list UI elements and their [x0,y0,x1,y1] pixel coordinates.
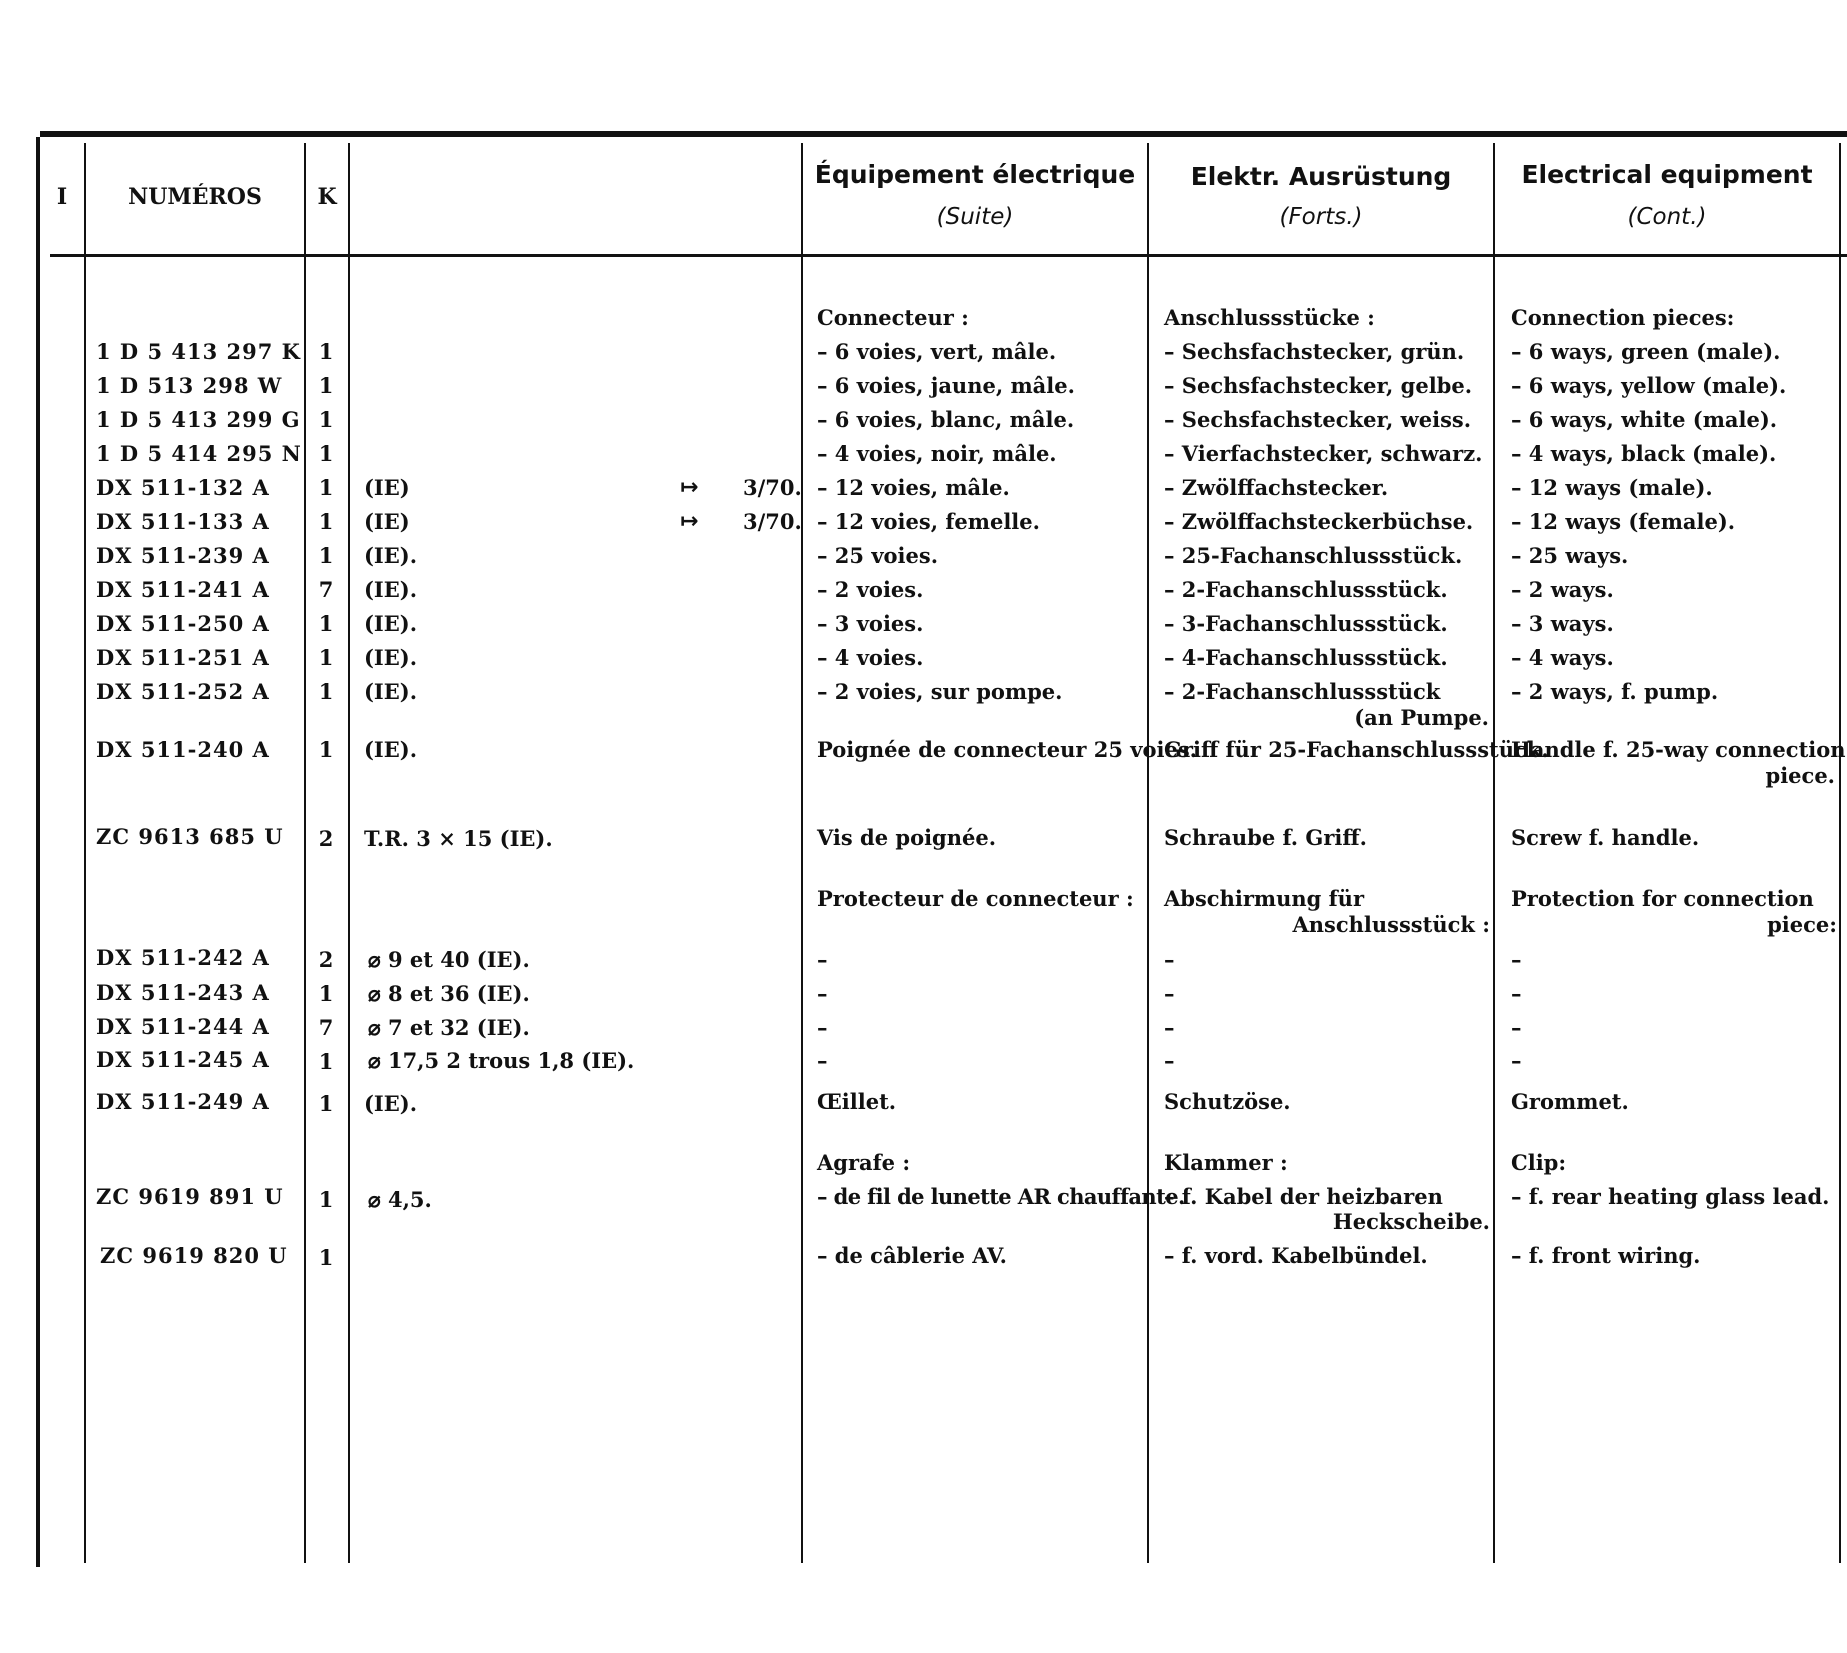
row-22-fr: – de câblerie AV. [817,1243,1007,1268]
row-14-en-cont: piece: [1767,912,1837,937]
row-15-desc: ⌀ 9 et 40 (IE). [368,947,530,972]
row-6-desc: (IE) [364,509,410,534]
row-13-k: 2 [318,826,334,851]
row-12-num: DX 511-240 A [96,737,270,762]
row-10-desc: (IE). [364,645,418,670]
row-19-en: Grommet. [1511,1089,1629,1114]
row-15-de: – [1164,947,1175,972]
row-3-num: 1 D 5 413 299 G [96,407,301,432]
row-15-num: DX 511-242 A [96,945,270,970]
row-17-k: 7 [318,1015,334,1040]
row-4-en: – 4 ways, black (male). [1511,441,1777,466]
col-rule-k [348,143,350,1563]
row-6-en: – 12 ways (female). [1511,509,1736,534]
row-6-ref: 3/70. [743,509,802,534]
row-12-fr: Poignée de connecteur 25 voies. [817,737,1197,762]
row-7-k: 1 [318,543,334,568]
row-13-desc: T.R. 3 × 15 (IE). [364,826,553,851]
row-16-desc: ⌀ 8 et 36 (IE). [368,981,530,1006]
row-21-num: ZC 9619 891 U [96,1184,284,1209]
row-15-en: – [1511,947,1522,972]
row-6-k: 1 [318,509,334,534]
row-2-en: – 6 ways, yellow (male). [1511,373,1787,398]
header-de-sub: (Forts.) [1279,204,1363,230]
row-19-num: DX 511-249 A [96,1089,270,1114]
row-10-en: – 4 ways. [1511,645,1614,670]
row-14-de-cont: Anschlussstück : [1292,912,1490,937]
row-7-en: – 25 ways. [1511,543,1629,568]
row-19-k: 1 [318,1091,334,1116]
row-7-desc: (IE). [364,543,418,568]
row-5-k: 1 [318,475,334,500]
row-9-desc: (IE). [364,611,418,636]
col-rule-left [36,137,40,1567]
row-19-fr: Œillet. [817,1089,897,1114]
row-11-num: DX 511-252 A [96,679,270,704]
row-13-num: ZC 9613 685 U [96,824,284,849]
row-22-k: 1 [318,1245,334,1270]
row-4-fr: – 4 voies, noir, mâle. [817,441,1057,466]
row-13-de: Schraube f. Griff. [1164,825,1367,850]
row-6-num: DX 511-133 A [96,509,270,534]
row-12-desc: (IE). [364,737,418,762]
row-12-k: 1 [318,737,334,762]
col-rule-de [1493,143,1495,1563]
table-top-rule [40,131,1847,137]
row-11-de: – 2-Fachanschlussstück [1164,679,1441,704]
header-fr-sub: (Suite) [936,204,1014,230]
row-16-en: – [1511,981,1522,1006]
row-3-fr: – 6 voies, blanc, mâle. [817,407,1075,432]
row-16-fr: – [817,981,828,1006]
row-9-en: – 3 ways. [1511,611,1614,636]
row-19-desc: (IE). [364,1091,418,1116]
row-8-k: 7 [318,577,334,602]
row-20-fr: Agrafe : [817,1150,911,1175]
header-fr-title: Équipement électrique [814,160,1136,189]
row-11-desc: (IE). [364,679,418,704]
row-2-de: – Sechsfachstecker, gelbe. [1164,373,1473,398]
row-5-fr: – 12 voies, mâle. [817,475,1010,500]
arrow-icon: ↦ [680,475,699,500]
row-11-en: – 2 ways, f. pump. [1511,679,1719,704]
row-1-num: 1 D 5 413 297 K [96,339,301,364]
row-10-fr: – 4 voies. [817,645,924,670]
row-9-num: DX 511-250 A [96,611,270,636]
row-21-desc: ⌀ 4,5. [368,1187,432,1212]
row-4-k: 1 [318,441,334,466]
row-0-en: Connection pieces: [1511,305,1735,330]
row-9-fr: – 3 voies. [817,611,924,636]
row-8-de: – 2-Fachanschlussstück. [1164,577,1448,602]
row-12-en: Handle f. 25-way connection [1511,737,1846,762]
row-21-fr: – de fil de lunette AR chauffante. [817,1184,1185,1209]
col-rule-fr [1147,143,1149,1563]
row-6-de: – Zwölffachsteckerbüchse. [1164,509,1474,534]
row-8-en: – 2 ways. [1511,577,1614,602]
row-18-desc: ⌀ 17,5 2 trous 1,8 (IE). [368,1048,635,1073]
row-5-de: – Zwölffachstecker. [1164,475,1389,500]
row-2-num: 1 D 513 298 W [96,373,283,398]
row-8-desc: (IE). [364,577,418,602]
row-17-fr: – [817,1015,828,1040]
row-22-num: ZC 9619 820 U [100,1243,288,1268]
row-16-num: DX 511-243 A [96,980,270,1005]
row-1-k: 1 [318,339,334,364]
row-22-en: – f. front wiring. [1511,1243,1701,1268]
row-21-de-cont: Heckscheibe. [1332,1209,1490,1234]
row-5-num: DX 511-132 A [96,475,270,500]
row-3-de: – Sechsfachstecker, weiss. [1164,407,1472,432]
header-bottom-rule [50,254,1847,257]
row-14-de: Abschirmung für [1164,886,1365,911]
row-9-de: – 3-Fachanschlussstück. [1164,611,1448,636]
row-0-fr: Connecteur : [817,305,969,330]
row-15-fr: – [817,947,828,972]
col-rule-desc [801,143,803,1563]
row-12-de: Griff für 25-Fachanschlussstück. [1164,737,1549,762]
row-18-num: DX 511-245 A [96,1047,270,1072]
row-11-fr: – 2 voies, sur pompe. [817,679,1063,704]
row-2-fr: – 6 voies, jaune, mâle. [817,373,1075,398]
row-12-en-cont: piece. [1765,763,1835,788]
header-col-i: I [56,184,68,210]
header-de-title: Elektr. Ausrüstung [1190,162,1452,191]
row-8-fr: – 2 voies. [817,577,924,602]
row-1-fr: – 6 voies, vert, mâle. [817,339,1057,364]
row-13-fr: Vis de poignée. [817,825,997,850]
row-5-desc: (IE) [364,475,410,500]
row-16-de: – [1164,981,1175,1006]
row-11-de-cont: (an Pumpe. [1354,705,1489,730]
row-13-en: Screw f. handle. [1511,825,1700,850]
row-16-k: 1 [318,981,334,1006]
row-6-fr: – 12 voies, femelle. [817,509,1040,534]
col-rule-i [84,143,86,1563]
row-2-k: 1 [318,373,334,398]
row-7-de: – 25-Fachanschlussstück. [1164,543,1463,568]
arrow-icon: ↦ [680,509,699,534]
row-22-de: – f. vord. Kabelbündel. [1164,1243,1428,1268]
row-4-num: 1 D 5 414 295 N [96,441,302,466]
row-21-de: – f. Kabel der heizbaren [1164,1184,1443,1209]
row-7-num: DX 511-239 A [96,543,270,568]
header-col-numeros: NUMÉROS [128,184,262,210]
header-en-sub: (Cont.) [1627,204,1707,230]
row-21-en: – f. rear heating glass lead. [1511,1184,1830,1209]
row-18-fr: – [817,1048,828,1073]
row-10-num: DX 511-251 A [96,645,270,670]
row-5-en: – 12 ways (male). [1511,475,1713,500]
row-14-fr: Protecteur de connecteur : [817,886,1134,911]
row-5-ref: 3/70. [743,475,802,500]
row-7-fr: – 25 voies. [817,543,939,568]
header-col-k: K [317,184,337,210]
row-9-k: 1 [318,611,334,636]
row-3-en: – 6 ways, white (male). [1511,407,1778,432]
row-17-en: – [1511,1015,1522,1040]
row-19-de: Schutzöse. [1164,1089,1291,1114]
col-rule-en [1839,143,1841,1563]
row-20-en: Clip: [1511,1150,1567,1175]
row-10-k: 1 [318,645,334,670]
row-11-k: 1 [318,679,334,704]
row-17-num: DX 511-244 A [96,1014,270,1039]
col-rule-numeros [304,143,306,1563]
row-4-de: – Vierfachstecker, schwarz. [1164,441,1483,466]
row-10-de: – 4-Fachanschlussstück. [1164,645,1448,670]
row-18-k: 1 [318,1049,334,1074]
row-15-k: 2 [318,947,334,972]
row-17-desc: ⌀ 7 et 32 (IE). [368,1015,530,1040]
row-3-k: 1 [318,407,334,432]
row-21-k: 1 [318,1187,334,1212]
row-20-de: Klammer : [1164,1150,1288,1175]
header-en-title: Electrical equipment [1521,160,1813,189]
row-17-de: – [1164,1015,1175,1040]
row-18-de: – [1164,1048,1175,1073]
row-8-num: DX 511-241 A [96,577,270,602]
row-18-en: – [1511,1048,1522,1073]
row-14-en: Protection for connection [1511,886,1814,911]
row-0-de: Anschlussstücke : [1164,305,1375,330]
row-1-de: – Sechsfachstecker, grün. [1164,339,1465,364]
row-1-en: – 6 ways, green (male). [1511,339,1781,364]
